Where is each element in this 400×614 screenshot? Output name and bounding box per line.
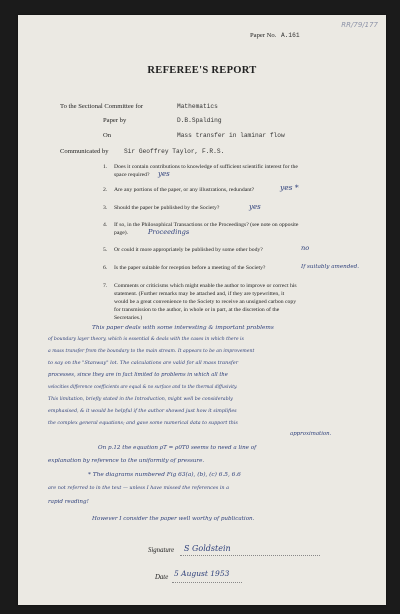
question-1-line-2: space required?: [114, 172, 150, 178]
question-3-number: 3.: [103, 205, 108, 211]
question-4-line-2: page).: [114, 230, 129, 236]
archive-reference: RR/79/177: [341, 21, 378, 29]
comment-line-9: the complex general equations; and gave some numerical data to support this: [48, 421, 238, 426]
communicated-label: Communicated by: [60, 148, 109, 155]
comment-line-11: On p.12 the equation ρT = ρ0T0 seems to need a line of: [98, 445, 257, 451]
comment-line-10: approximation.: [290, 431, 332, 437]
comment-line-14: are not referred to in the text — unless I have missed the references in a: [48, 485, 230, 491]
question-4-line-1: If so, in the Philosophical Transactions or the Proceedings? (see note on opposite: [114, 222, 299, 228]
comment-line-12: explanation by reference to the uniformity of pressure.: [48, 458, 205, 464]
question-6-line-1: Is the paper suitable for reception before a meeting of the Society?: [114, 265, 266, 271]
committee-label: To the Sectional Committee for: [60, 103, 144, 110]
comment-line-2: of boundary layer theory, which is essential & deals with the cases in which there is: [48, 337, 244, 342]
signature-line: [180, 555, 320, 556]
question-7-line-4: for transmission to the author, in whole or in part, at the discretion of the: [114, 307, 280, 313]
paper-by-label: Paper by: [103, 117, 127, 124]
comment-line-8: emphasised, & it would be helpful if the author showed just how it simplifies: [48, 408, 237, 414]
date-value: 5 August 1953: [174, 569, 230, 578]
comment-line-5: processes, since they are in fact limited to problems in which all the: [48, 372, 228, 378]
question-4-number: 4.: [103, 222, 108, 228]
paper-no-value: A.161: [281, 32, 300, 39]
question-6-number: 6.: [103, 265, 108, 271]
signature-value: S Goldstein: [184, 544, 231, 553]
question-1-line-1: Does it contain contributions to knowledge of sufficient scientific interest for the: [114, 164, 298, 170]
date-label: Date: [155, 574, 169, 581]
comment-line-13: * The diagrams numbered Fig 63(a), (b), (c) 6.5, 6.6: [88, 472, 241, 478]
report-form-sheet: [18, 15, 386, 605]
question-7-number: 7.: [103, 283, 108, 289]
question-2-line-1: Are any portions of the paper, or any illustrations, redundant?: [114, 187, 255, 193]
comment-line-16: However I consider the paper well worthy of publication.: [92, 516, 255, 522]
comment-line-6: velocities difference coefficients are equal & no surface and to the thermal diffusivity.: [48, 385, 238, 390]
answer-3: yes: [249, 203, 261, 211]
communicated-value: Sir Geoffrey Taylor, F.R.S.: [124, 148, 225, 155]
answer-2: yes *: [280, 183, 299, 192]
question-1-number: 1.: [103, 164, 108, 170]
question-5-line-1: Or could it more appropriately be published by some other body?: [114, 247, 263, 253]
question-3-line-1: Should the paper be published by the Society?: [114, 205, 220, 211]
date-line: [172, 582, 242, 583]
answer-1: yes: [158, 170, 170, 178]
question-7-line-3: would be a great convenience to the Society to receive an unsigned carbon copy: [114, 299, 297, 305]
question-7-line-1: Comments or criticisms which might enable the author to improve or correct his: [114, 283, 297, 289]
paper-by-value: D.B.Spalding: [177, 117, 222, 124]
question-2-number: 2.: [103, 187, 108, 193]
signature-label: Signature: [148, 547, 175, 554]
answer-5: no: [301, 244, 310, 252]
comment-line-3: a mass transfer from the boundary to the main stream. It appears to be an improvement: [48, 349, 255, 354]
comment-line-4: to say on the "Stanway" lot. The calculations are valid for all mass transfer: [48, 360, 239, 366]
on-value: Mass transfer in laminar flow: [177, 132, 285, 139]
question-7-line-2: statement. (Further remarks may be attached and, if they are typewritten, it: [114, 291, 285, 297]
comment-line-1: This paper deals with some interesting & important problems: [92, 325, 274, 331]
form-title: REFEREE'S REPORT: [147, 65, 257, 76]
paper-no-label: Paper No.: [250, 32, 277, 39]
question-7-line-5: Secretaries.): [114, 315, 143, 321]
answer-4: Proceedings: [148, 228, 190, 236]
committee-value: Mathematics: [177, 103, 218, 110]
comment-line-7: This limitation, briefly stated in the Introduction, might well be considerably: [48, 397, 233, 402]
answer-6: If suitably amended.: [301, 264, 360, 270]
question-5-number: 5.: [103, 247, 108, 253]
comment-line-15: rapid reading!: [48, 499, 89, 505]
on-label: On: [103, 132, 112, 139]
